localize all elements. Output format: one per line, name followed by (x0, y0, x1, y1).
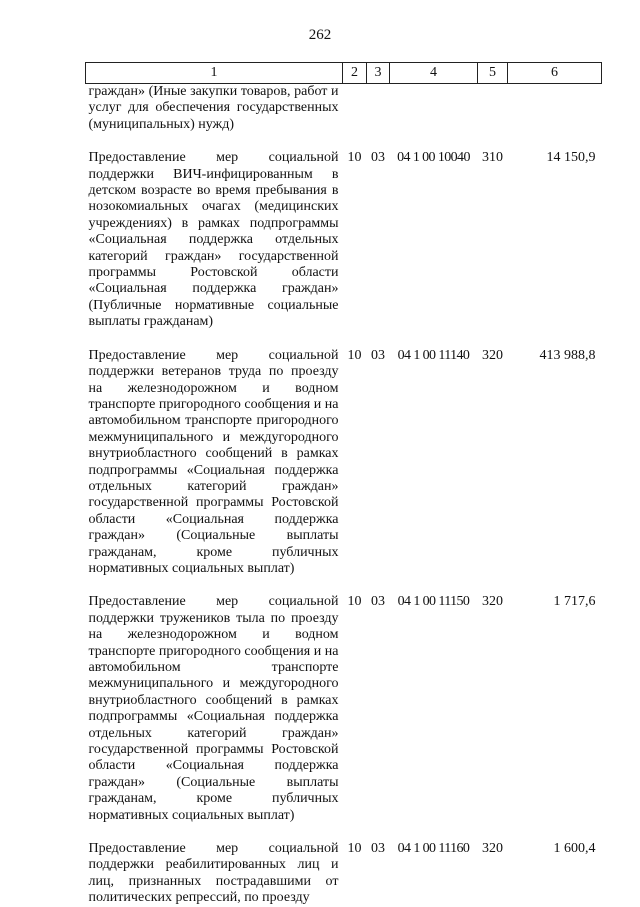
row-expense-type: 320 (482, 347, 503, 363)
row-expense-type: 310 (482, 150, 503, 166)
row-amount: 14 150,9 (546, 150, 596, 166)
table-row (86, 841, 602, 907)
row-expense-type: 320 (482, 841, 503, 857)
row-description: Предоставление мер социальной поддержки ВИЧ-инфицированным в детском возрасте во время пребывания в нозокомиальных очагах (медицинских учреждениях) в рамках подпрограммы «Социальная поддержка отдельных категорий граждан» государственной программы Ростовской области «Социальная поддержка граждан» (Публичные нормативные социальные выплаты гражданам) (88, 150, 339, 330)
row-section: 10 (347, 594, 362, 610)
column-header-3: 3 (367, 63, 390, 84)
row-section: 10 (347, 347, 362, 363)
row-subsection: 03 (371, 841, 385, 857)
column-header-5: 5 (478, 63, 508, 84)
row-target-code: 04 1 00 11150 (397, 594, 470, 610)
row-subsection: 03 (371, 594, 385, 610)
row-spacer (86, 824, 602, 841)
row-expense-type (478, 84, 508, 134)
column-header-4: 4 (390, 63, 478, 84)
row-target-code: 04 1 00 10040 (397, 150, 470, 166)
row-subsection: 03 (371, 150, 385, 166)
row-section: 10 (347, 150, 362, 166)
row-subsection: 03 (371, 347, 385, 363)
row-spacer (86, 331, 602, 348)
table-row (86, 594, 602, 824)
table-row (86, 348, 602, 578)
row-subsection (367, 84, 390, 134)
row-description: Предоставление мер социальной поддержки тружеников тыла по проезду на железнодорожном и водном транспорте пригородного сообщения и на автомобильном транспорте межмуниципального и междугородного внутриобластного сообщений в рамках подпрограммы «Социальная поддержка отдельных категорий граждан» государственной программы Ростовской области «Социальная поддержка граждан» (Социальные выплаты гражданам, кроме публичных нормативных социальных выплат) (88, 594, 339, 823)
row-amount (508, 84, 602, 134)
row-target-code: 04 1 00 11160 (397, 841, 470, 857)
row-spacer (86, 577, 602, 594)
row-target-code: 04 1 00 11140 (397, 347, 470, 363)
row-amount: 413 988,8 (539, 347, 596, 363)
row-description: граждан» (Иные закупки товаров, работ и услуг для обеспечения государственных (муниципальных) нужд) (88, 84, 339, 132)
row-description: Предоставление мер социальной поддержки реабилитированных лиц и лиц, признанных пострадавшими от политических репрессий, по проезду (88, 841, 339, 906)
budget-table (85, 62, 602, 907)
row-section: 10 (347, 841, 362, 857)
row-target-code (390, 84, 478, 134)
row-description: Предоставление мер социальной поддержки ветеранов труда по проезду на железнодорожном и водном транспорте пригородного сообщения и на автомобильном транспорте пригородного межмуниципального и междугородного внутриобластного сообщений в рамках подпрограммы «Социальная поддержка отдельных категорий граждан» государственной программы Ростовской области «Социальная поддержка граждан» (Социальные выплаты гражданам, кроме публичных нормативных социальных выплат) (88, 347, 339, 576)
page-number: 262 (308, 27, 332, 43)
table-row (86, 150, 602, 330)
row-expense-type: 320 (482, 594, 503, 610)
table-header-row (86, 63, 602, 84)
row-spacer (86, 133, 602, 150)
row-section (343, 84, 367, 134)
column-header-6: 6 (508, 63, 602, 84)
row-amount: 1 600,4 (553, 841, 596, 857)
column-header-1: 1 (86, 63, 343, 84)
column-header-2: 2 (343, 63, 367, 84)
row-amount: 1 717,6 (553, 594, 596, 610)
table-row (86, 84, 602, 134)
